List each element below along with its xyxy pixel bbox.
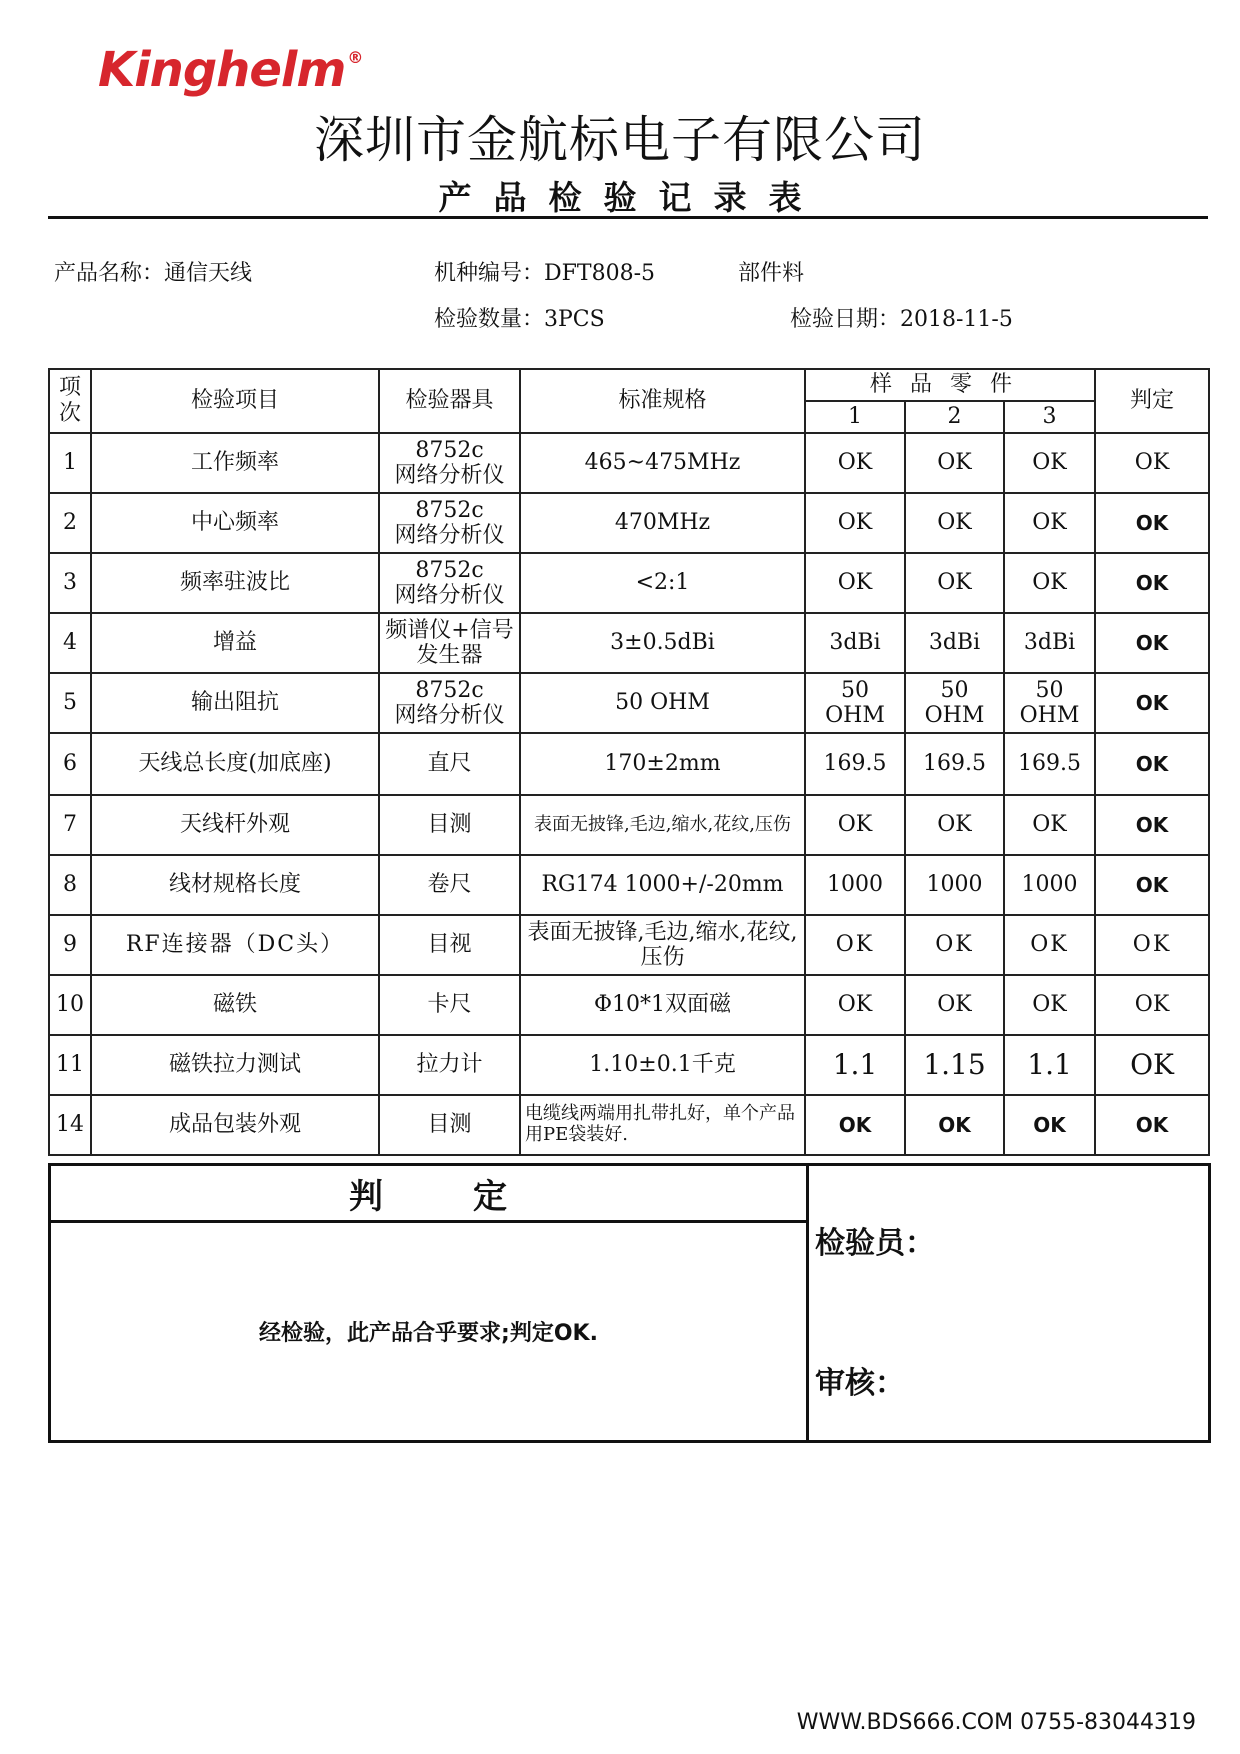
row-judgement: OK	[1095, 795, 1209, 855]
table-row	[49, 855, 1209, 915]
verdict-title: 判定	[50, 1165, 808, 1222]
row-spec: 1.10±0.1千克	[520, 1035, 805, 1095]
inspection-quantity: 检验数量：3PCS	[434, 307, 605, 332]
row-judgement: OK	[1095, 613, 1209, 673]
row-sample-2: OK	[905, 915, 1004, 975]
row-judgement: OK	[1095, 493, 1209, 553]
row-no: 7	[49, 795, 91, 855]
tool-line: 网络分析仪	[394, 523, 505, 548]
row-judgement: OK	[1095, 1095, 1209, 1155]
header-divider	[48, 216, 1208, 219]
row-item: RF连接器（DC头）	[91, 915, 379, 975]
row-judgement: OK	[1095, 733, 1209, 795]
row-tool	[379, 613, 520, 673]
row-no: 1	[49, 433, 91, 493]
tool-line: 8752c	[415, 437, 484, 463]
row-judgement: OK	[1095, 975, 1209, 1035]
row-sample-2: OK	[905, 553, 1004, 613]
row-spec: 3±0.5dBi	[520, 613, 805, 673]
tool-line: 频谱仪+信号	[385, 617, 514, 643]
row-no: 4	[49, 613, 91, 673]
row-sample-3: 50 OHM	[1004, 673, 1095, 733]
row-no: 2	[49, 493, 91, 553]
tool-line: 网络分析仪	[394, 583, 505, 608]
table-row	[49, 1095, 1209, 1155]
row-sample-2: 1000	[905, 855, 1004, 915]
row-judgement: OK	[1095, 553, 1209, 613]
signature-area	[808, 1165, 1210, 1442]
header-sample-2: 2	[905, 401, 1004, 433]
row-spec: <2:1	[520, 553, 805, 613]
tool-line: 8752c	[415, 497, 484, 523]
table-row	[49, 915, 1209, 975]
row-no: 3	[49, 553, 91, 613]
row-tool: 目视	[379, 915, 520, 975]
company-name: 深圳市金航标电子有限公司	[314, 111, 926, 169]
inspection-table	[48, 368, 1210, 1156]
form-title: 产品检验记录表	[438, 178, 824, 217]
row-tool	[379, 553, 520, 613]
table-row	[49, 673, 1209, 733]
row-sample-1: 1.1	[805, 1035, 905, 1095]
header-judgement: 判定	[1095, 369, 1209, 433]
row-sample-3: 1.1	[1004, 1035, 1095, 1095]
table-row	[49, 733, 1209, 795]
row-tool	[379, 673, 520, 733]
table-row	[49, 433, 1209, 493]
row-sample-2: 3dBi	[905, 613, 1004, 673]
table-row	[49, 975, 1209, 1035]
table-row	[49, 553, 1209, 613]
header-tool: 检验器具	[379, 369, 520, 433]
row-no: 6	[49, 733, 91, 795]
row-sample-3: OK	[1004, 493, 1095, 553]
row-sample-3: 3dBi	[1004, 613, 1095, 673]
row-no: 14	[49, 1095, 91, 1155]
row-sample-1: OK	[805, 1095, 905, 1155]
row-sample-3: OK	[1004, 553, 1095, 613]
row-item: 天线总长度(加底座)	[91, 733, 379, 795]
footer-contact: WWW.BDS666.COM 0755-83044319	[796, 1710, 1196, 1735]
header-sample-3: 3	[1004, 401, 1095, 433]
row-sample-2: OK	[905, 1095, 1004, 1155]
row-judgement: OK	[1095, 915, 1209, 975]
row-sample-3: OK	[1004, 433, 1095, 493]
row-tool: 直尺	[379, 733, 520, 795]
row-spec: 表面无披锋,毛边,缩水,花纹,压伤	[520, 915, 805, 975]
row-sample-1: OK	[805, 975, 905, 1035]
row-judgement: OK	[1095, 433, 1209, 493]
row-item: 工作频率	[91, 433, 379, 493]
row-tool: 卷尺	[379, 855, 520, 915]
tool-line: 8752c	[415, 557, 484, 583]
row-item: 输出阻抗	[91, 673, 379, 733]
row-sample-1: OK	[805, 795, 905, 855]
row-tool: 拉力计	[379, 1035, 520, 1095]
tool-line: 8752c	[415, 677, 484, 703]
inspection-date: 检验日期：2018-11-5	[790, 307, 1013, 332]
row-no: 8	[49, 855, 91, 915]
row-sample-3: 1000	[1004, 855, 1095, 915]
table-header-row	[49, 369, 1209, 401]
row-sample-3: OK	[1004, 915, 1095, 975]
row-spec: Φ10*1双面磁	[520, 975, 805, 1035]
tool-line: 发生器	[416, 643, 483, 668]
row-spec: 50 OHM	[520, 673, 805, 733]
row-judgement: OK	[1095, 1035, 1209, 1095]
row-spec: RG174 1000+/-20mm	[520, 855, 805, 915]
row-sample-1: OK	[805, 553, 905, 613]
row-sample-2: OK	[905, 975, 1004, 1035]
row-sample-2: OK	[905, 493, 1004, 553]
row-item: 磁铁拉力测试	[91, 1035, 379, 1095]
row-sample-1: 50 OHM	[805, 673, 905, 733]
row-sample-3: OK	[1004, 1095, 1095, 1155]
header-item-no: 项次	[49, 369, 91, 433]
row-item: 增益	[91, 613, 379, 673]
row-sample-3: OK	[1004, 975, 1095, 1035]
product-name: 产品名称：通信天线	[54, 261, 253, 286]
row-sample-2: 169.5	[905, 733, 1004, 795]
inspector-label: 检验员：	[815, 1226, 935, 1261]
row-sample-1: 1000	[805, 855, 905, 915]
table-row	[49, 795, 1209, 855]
row-item: 线材规格长度	[91, 855, 379, 915]
row-no: 9	[49, 915, 91, 975]
header-spec: 标准规格	[520, 369, 805, 433]
row-spec: 电缆线两端用扎带扎好，单个产品用PE袋装好.	[520, 1095, 805, 1155]
row-spec: 170±2mm	[520, 733, 805, 795]
row-item: 频率驻波比	[91, 553, 379, 613]
row-spec: 表面无披锋,毛边,缩水,花纹,压伤	[520, 795, 805, 855]
row-spec: 465~475MHz	[520, 433, 805, 493]
table-row	[49, 613, 1209, 673]
row-tool: 目测	[379, 795, 520, 855]
row-spec: 470MHz	[520, 493, 805, 553]
row-no: 10	[49, 975, 91, 1035]
reviewer-label: 审核：	[815, 1366, 905, 1401]
row-sample-1: OK	[805, 433, 905, 493]
table-row	[49, 493, 1209, 553]
kinghelm-logo	[98, 42, 362, 98]
row-sample-2: OK	[905, 795, 1004, 855]
header-sample-group: 样品零件	[805, 369, 1095, 401]
row-tool	[379, 433, 520, 493]
row-sample-1: 3dBi	[805, 613, 905, 673]
row-sample-2: OK	[905, 433, 1004, 493]
row-tool: 目测	[379, 1095, 520, 1155]
logo-text: Kinghelm	[98, 42, 346, 98]
row-judgement: OK	[1095, 673, 1209, 733]
row-sample-2: 1.15	[905, 1035, 1004, 1095]
verdict-section	[48, 1163, 1211, 1443]
row-sample-1: OK	[805, 915, 905, 975]
row-tool: 卡尺	[379, 975, 520, 1035]
header-sample-1: 1	[805, 401, 905, 433]
row-sample-2: 50 OHM	[905, 673, 1004, 733]
row-no: 5	[49, 673, 91, 733]
row-sample-1: 169.5	[805, 733, 905, 795]
row-item: 成品包装外观	[91, 1095, 379, 1155]
row-no: 11	[49, 1035, 91, 1095]
verdict-result: 经检验，此产品合乎要求;判定OK.	[50, 1222, 808, 1442]
table-row	[49, 1035, 1209, 1095]
row-tool	[379, 493, 520, 553]
registered-mark: ®	[347, 48, 363, 67]
tool-line: 网络分析仪	[394, 463, 505, 488]
part-type: 部件料	[738, 261, 805, 286]
row-item: 中心频率	[91, 493, 379, 553]
header-item: 检验项目	[91, 369, 379, 433]
row-judgement: OK	[1095, 855, 1209, 915]
row-item: 天线杆外观	[91, 795, 379, 855]
row-item: 磁铁	[91, 975, 379, 1035]
row-sample-3: OK	[1004, 795, 1095, 855]
row-sample-3: 169.5	[1004, 733, 1095, 795]
model-number: 机种编号：DFT808-5	[434, 261, 655, 286]
tool-line: 网络分析仪	[394, 703, 505, 728]
row-sample-1: OK	[805, 493, 905, 553]
